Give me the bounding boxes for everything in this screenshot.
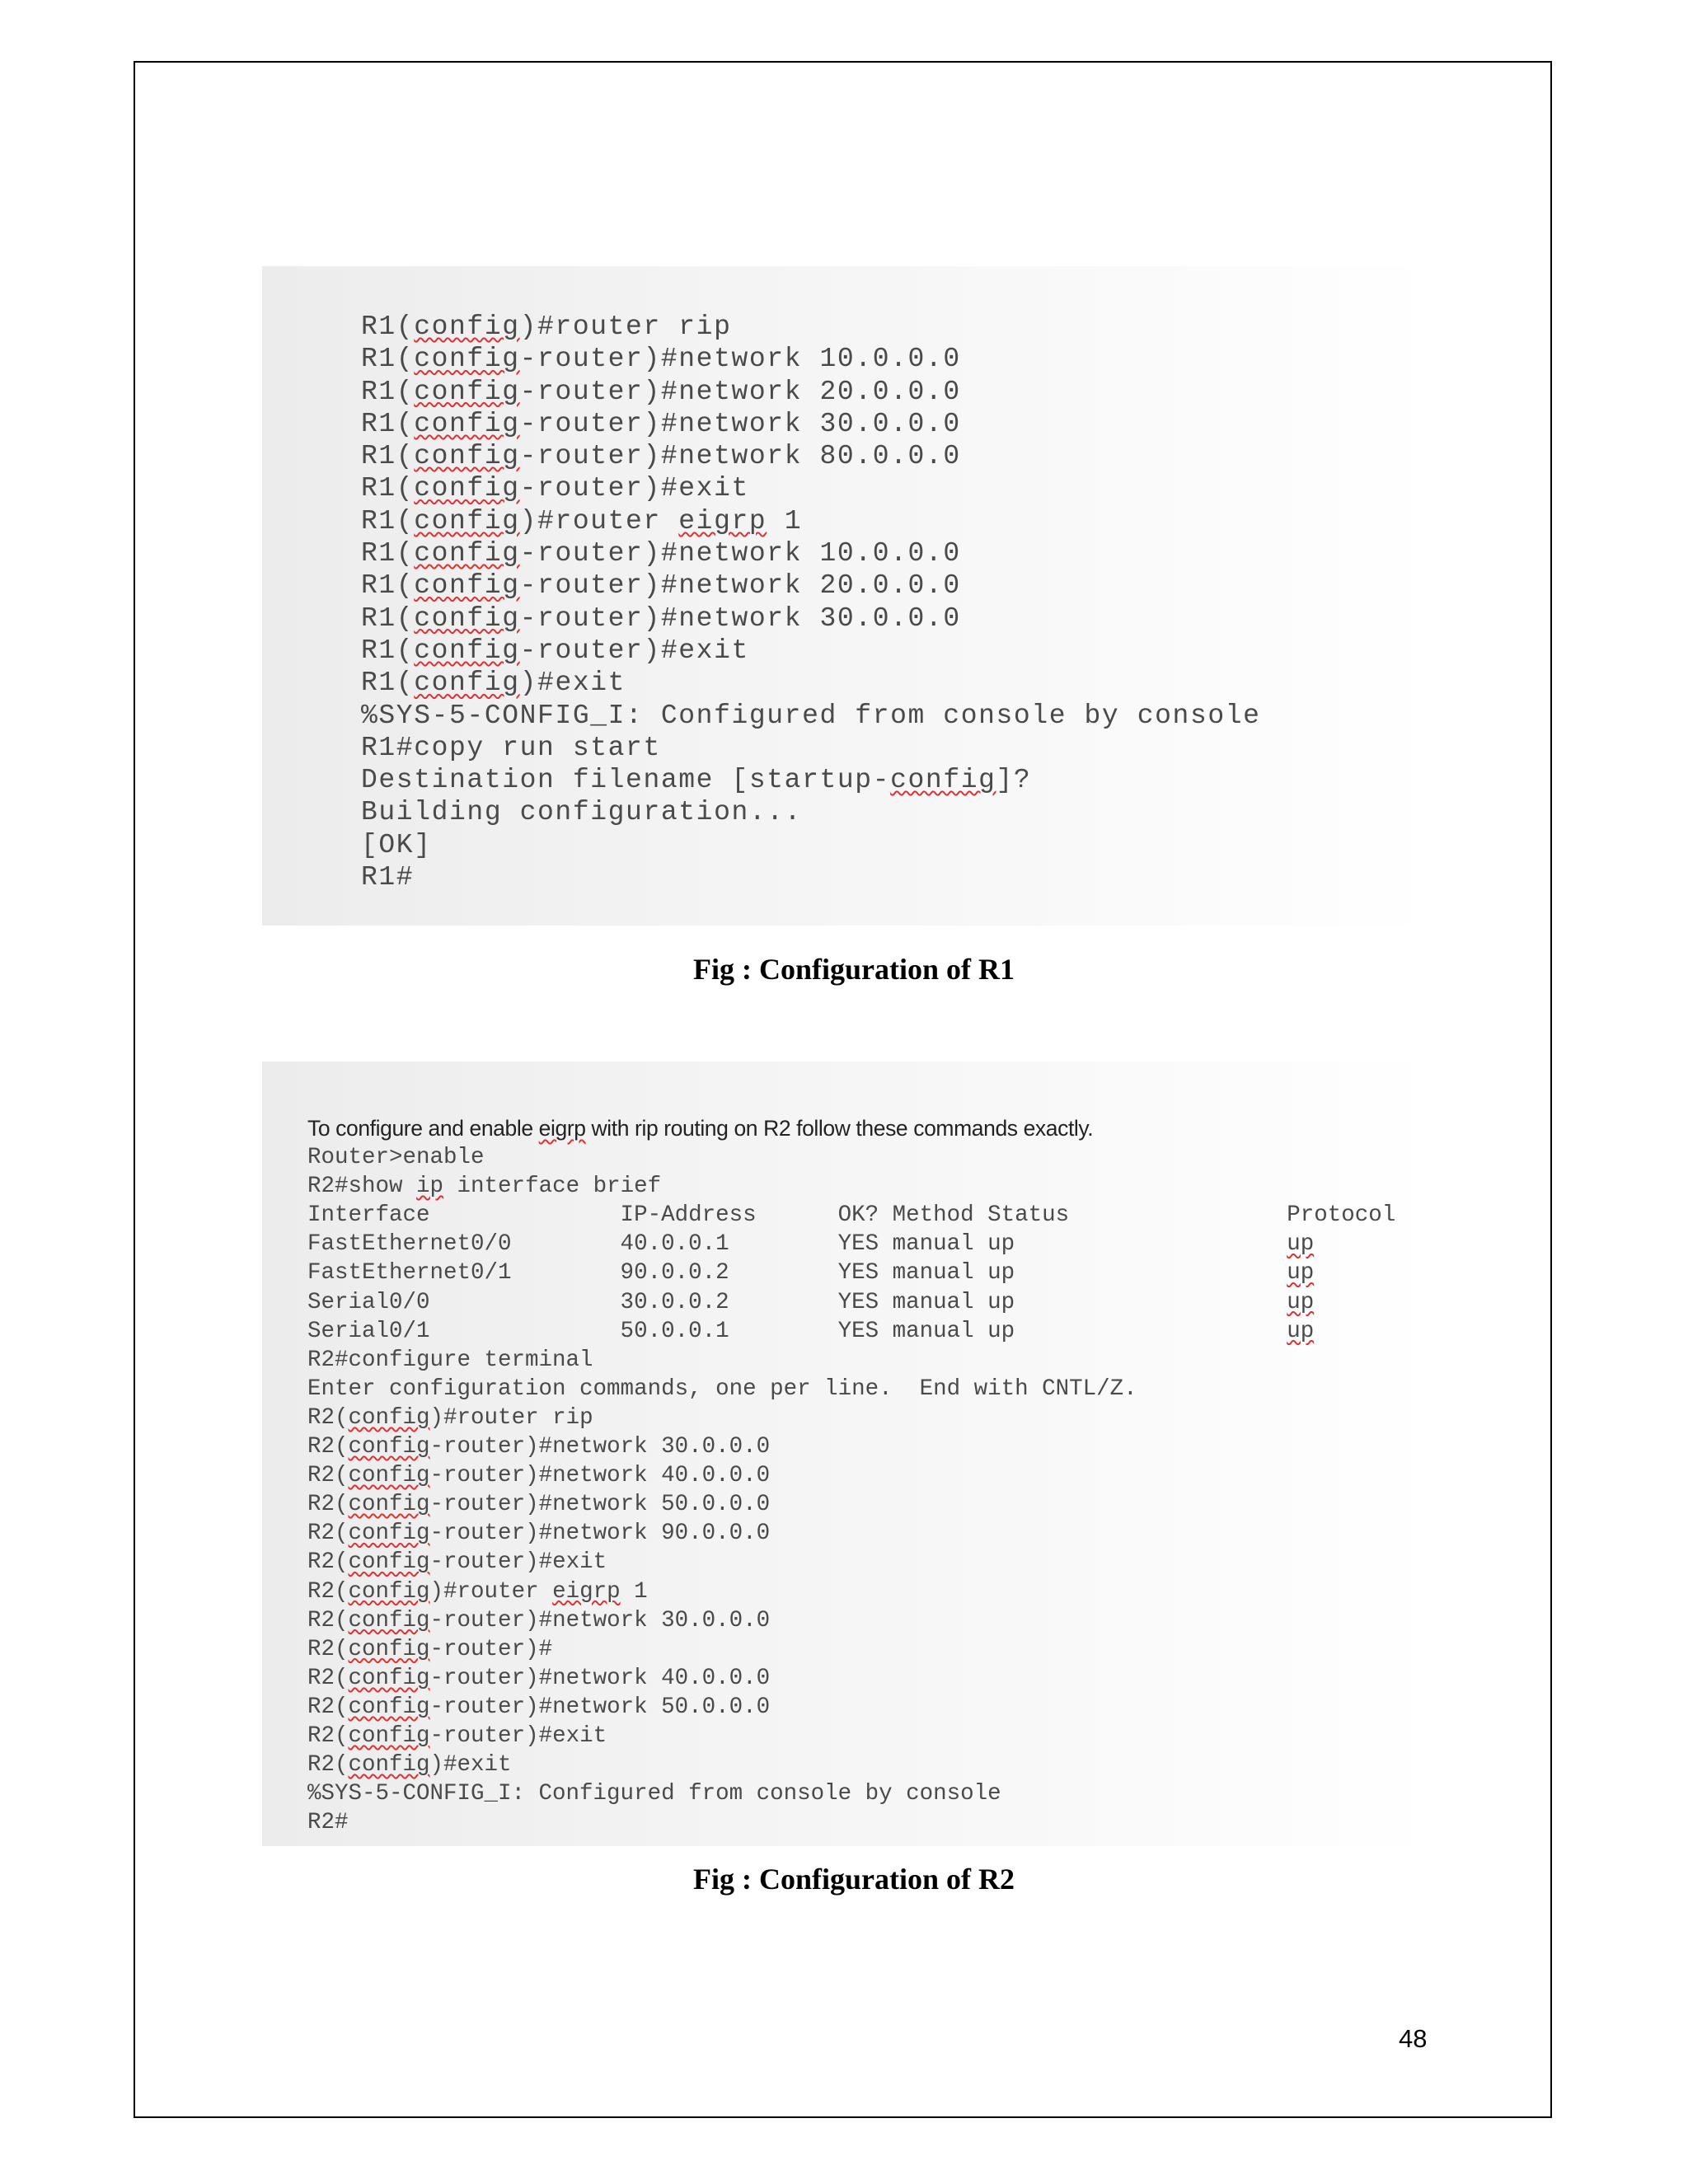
console-text: R1(: [361, 473, 415, 504]
console-line: [307, 1288, 1395, 1317]
spellcheck-underlined-word: config: [348, 1549, 430, 1576]
console-text: FastEthernet0/0 40.0.0.1 YES manual up: [307, 1231, 1287, 1258]
spellcheck-underlined-word: eigrp: [678, 505, 767, 537]
spellcheck-underlined-word: up: [1287, 1289, 1315, 1315]
console-text: R1(: [361, 538, 415, 569]
console-text: )#router rip: [429, 1404, 593, 1431]
console-text: -router)#network 20.0.0.0: [519, 570, 961, 602]
console-line: [307, 1548, 1395, 1577]
spellcheck-underlined-word: config: [414, 408, 520, 439]
console-line: [307, 1230, 1395, 1258]
console-text: R2(: [307, 1607, 349, 1633]
console-text: R2(: [307, 1752, 349, 1779]
spellcheck-underlined-word: config: [414, 344, 520, 375]
spellcheck-underlined-word: config: [348, 1722, 430, 1749]
console-line: [361, 537, 1261, 569]
console-text: -router)#network 30.0.0.0: [429, 1607, 771, 1633]
spellcheck-underlined-word: up: [1287, 1318, 1315, 1344]
console-text: -router)#network 10.0.0.0: [519, 344, 961, 375]
console-line: [361, 861, 1261, 893]
console-text: R1(: [361, 441, 415, 472]
console-text: R1(: [361, 602, 415, 634]
console-text: R2(: [307, 1492, 349, 1518]
console-text: R2(: [307, 1463, 349, 1489]
figure2-caption: Fig : Configuration of R2: [693, 1863, 1015, 1896]
r1-console-output: [361, 311, 1261, 893]
spellcheck-underlined-word: config: [348, 1492, 430, 1518]
console-text: R2(: [307, 1404, 349, 1431]
console-text: -router)#exit: [519, 473, 749, 504]
console-text: R1(: [361, 312, 415, 342]
console-text: R2(: [307, 1665, 349, 1691]
console-text: [OK]: [361, 829, 432, 860]
console-text: R1(: [361, 376, 415, 407]
spellcheck-underlined-word: config: [414, 602, 520, 634]
console-line: [361, 376, 1261, 408]
console-line: [361, 311, 1261, 343]
console-text: R1(: [361, 505, 415, 537]
r2-console-output: [307, 1114, 1395, 1837]
console-text: )#exit: [519, 668, 626, 699]
spellcheck-underlined-word: config: [348, 1636, 430, 1662]
console-line: [361, 602, 1261, 635]
console-line: [361, 635, 1261, 667]
console-text: -router)#network 90.0.0.0: [429, 1521, 771, 1547]
console-text: )#router: [519, 505, 679, 537]
spellcheck-underlined-word: config: [348, 1404, 430, 1431]
console-text: R1(: [361, 408, 415, 439]
console-text: Interface IP-Address OK? Method Status Protocol: [307, 1202, 1396, 1229]
console-line: [307, 1490, 1395, 1519]
console-text: R2(: [307, 1636, 349, 1662]
console-text: R2(: [307, 1694, 349, 1720]
console-text: R2(: [307, 1521, 349, 1547]
console-line: [307, 1432, 1395, 1461]
console-line: [307, 1346, 1395, 1375]
console-line: [307, 1172, 1395, 1201]
console-text: Serial0/0 30.0.0.2 YES manual up: [307, 1289, 1287, 1315]
console-line: [307, 1461, 1395, 1490]
spellcheck-underlined-word: eigrp: [552, 1578, 621, 1605]
console-text: )#router rip: [519, 312, 732, 342]
console-line: [307, 1808, 1395, 1837]
console-line: [361, 408, 1261, 440]
page-number: 48: [1399, 2024, 1428, 2053]
console-text: R1(: [361, 668, 415, 699]
console-text: -router)#network 50.0.0.0: [429, 1492, 771, 1518]
console-text: ]?: [996, 765, 1032, 796]
spellcheck-underlined-word: config: [348, 1434, 430, 1460]
spellcheck-underlined-word: config: [348, 1752, 430, 1779]
spellcheck-underlined-word: eigrp: [538, 1116, 586, 1141]
console-text: R2(: [307, 1434, 349, 1460]
console-text: -router)#network 40.0.0.0: [429, 1463, 771, 1489]
spellcheck-underlined-word: up: [1287, 1231, 1315, 1258]
spellcheck-underlined-word: config: [414, 635, 520, 666]
r2-console-screenshot: [262, 1062, 1432, 1846]
console-line: [307, 1779, 1395, 1808]
console-text: Router>enable: [307, 1145, 485, 1171]
console-text: R2#: [307, 1810, 349, 1836]
console-line: [307, 1114, 1395, 1143]
console-line: [307, 1693, 1395, 1722]
console-text: R1(: [361, 570, 415, 602]
spellcheck-underlined-word: up: [1287, 1260, 1315, 1286]
spellcheck-underlined-word: config: [348, 1694, 430, 1720]
console-line: [307, 1143, 1395, 1172]
spellcheck-underlined-word: config: [348, 1463, 430, 1489]
console-text: FastEthernet0/1 90.0.0.2 YES manual up: [307, 1260, 1287, 1286]
console-line: [361, 764, 1261, 796]
console-line: [361, 700, 1261, 732]
figure1-caption: Fig : Configuration of R1: [693, 953, 1015, 986]
spellcheck-underlined-word: config: [414, 312, 520, 342]
console-text: -router)#exit: [429, 1722, 607, 1749]
console-text: -router)#network 30.0.0.0: [519, 602, 961, 634]
console-text: with rip routing on R2 follow these commands exactly.: [585, 1116, 1094, 1141]
console-text: -router)#network 20.0.0.0: [519, 376, 961, 407]
spellcheck-underlined-word: config: [348, 1607, 430, 1633]
console-text: -router)#network 30.0.0.0: [429, 1434, 771, 1460]
console-text: R1#: [361, 862, 415, 893]
console-text: -router)#exit: [429, 1549, 607, 1576]
console-text: Destination filename [startup-: [361, 765, 891, 796]
console-text: R2#show: [307, 1174, 417, 1200]
spellcheck-underlined-word: config: [414, 441, 520, 472]
console-text: -router)#exit: [519, 635, 749, 666]
console-text: )#router: [429, 1578, 553, 1605]
console-text: -router)#network 40.0.0.0: [429, 1665, 771, 1691]
spellcheck-underlined-word: config: [414, 376, 520, 407]
spellcheck-underlined-word: config: [348, 1521, 430, 1547]
console-line: [361, 343, 1261, 375]
console-line: [307, 1722, 1395, 1750]
console-line: [307, 1258, 1395, 1287]
console-line: [361, 667, 1261, 699]
console-line: [307, 1606, 1395, 1635]
console-text: -router)#network 10.0.0.0: [519, 538, 961, 569]
console-text: 1: [620, 1578, 648, 1605]
spellcheck-underlined-word: config: [348, 1578, 430, 1605]
spellcheck-underlined-word: config: [414, 473, 520, 504]
console-line: [307, 1404, 1395, 1432]
console-text: R1(: [361, 635, 415, 666]
console-line: [361, 796, 1261, 828]
console-text: R1#copy run start: [361, 732, 661, 763]
spellcheck-underlined-word: config: [414, 668, 520, 699]
console-line: [307, 1519, 1395, 1548]
spellcheck-underlined-word: config: [414, 538, 520, 569]
console-text: R2(: [307, 1722, 349, 1749]
console-line: [361, 505, 1261, 537]
console-line: [361, 440, 1261, 472]
console-line: [361, 472, 1261, 504]
console-text: Serial0/1 50.0.0.1 YES manual up: [307, 1318, 1287, 1344]
console-text: R2#configure terminal: [307, 1347, 593, 1373]
console-text: %SYS-5-CONFIG_I: Configured from console by console: [361, 700, 1261, 731]
console-text: Enter configuration commands, one per line. End with CNTL/Z.: [307, 1376, 1137, 1402]
console-text: R2(: [307, 1549, 349, 1576]
console-line: [361, 829, 1261, 861]
console-text: R2(: [307, 1578, 349, 1605]
console-line: [307, 1664, 1395, 1693]
console-line: [307, 1577, 1395, 1606]
console-text: -router)#network 50.0.0.0: [429, 1694, 771, 1720]
console-text: )#exit: [429, 1752, 512, 1779]
spellcheck-underlined-word: ip: [416, 1174, 444, 1200]
console-line: [361, 569, 1261, 602]
console-text: %SYS-5-CONFIG_I: Configured from console by console: [307, 1781, 1001, 1807]
console-line: [307, 1750, 1395, 1779]
spellcheck-underlined-word: config: [348, 1665, 430, 1691]
r1-console-screenshot: [262, 266, 1432, 926]
console-text: -router)#: [429, 1636, 553, 1662]
console-text: -router)#network 80.0.0.0: [519, 441, 961, 472]
console-text: R1(: [361, 344, 415, 375]
console-text: -router)#network 30.0.0.0: [519, 408, 961, 439]
spellcheck-underlined-word: config: [414, 505, 520, 537]
spellcheck-underlined-word: config: [890, 765, 996, 796]
console-line: [307, 1375, 1395, 1404]
console-line: [307, 1201, 1395, 1230]
console-line: [361, 732, 1261, 764]
console-text: To configure and enable: [307, 1116, 539, 1141]
console-text: interface brief: [443, 1174, 662, 1200]
console-line: [307, 1317, 1395, 1346]
console-text: Building configuration...: [361, 797, 803, 828]
console-text: 1: [767, 505, 803, 537]
console-line: [307, 1635, 1395, 1664]
spellcheck-underlined-word: config: [414, 570, 520, 602]
